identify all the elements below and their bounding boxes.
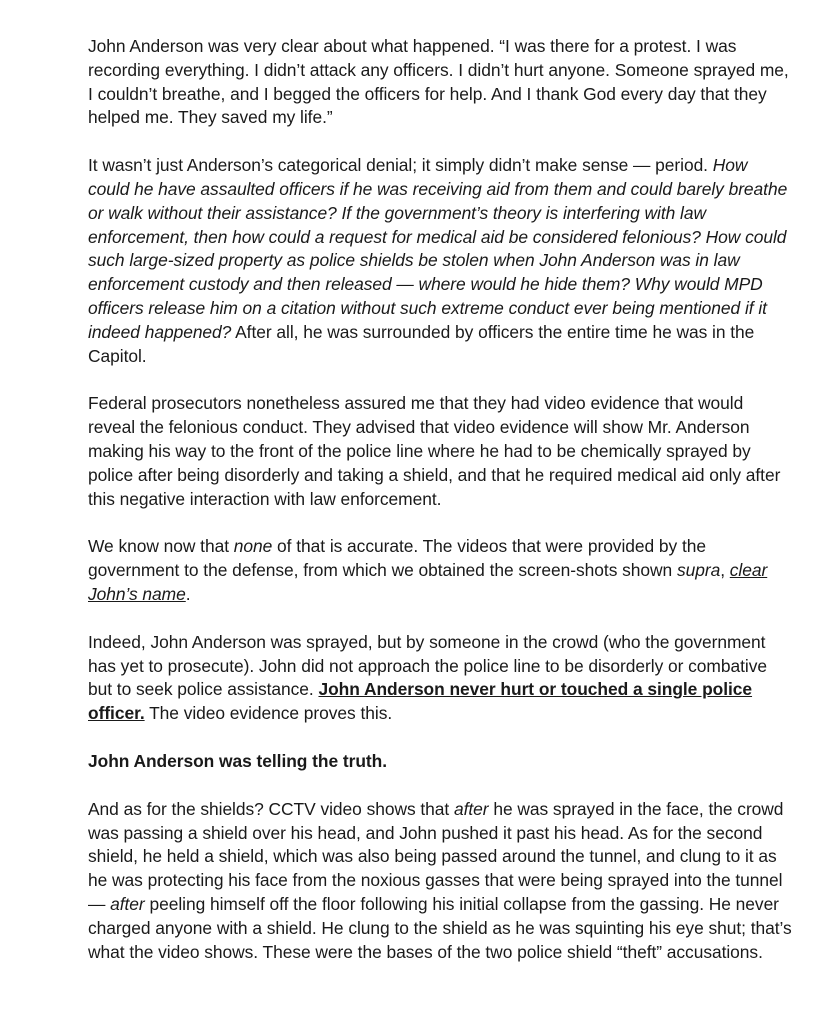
italic-questions: How could he have assaulted officers if he was receiving aid from them and could barely breathe or walk without their assistance? If the government’s theory is interfering with law enforcement, then how could a request for medical aid be considered felonious? How could such large-sized property as police shields be stolen when John Anderson was in law enforcement custody and then released — where would he hide them? Why would MPD officers release him on a citation without such extreme conduct ever being mentioned if it indeed happened?: [88, 155, 788, 342]
italic-none: none: [233, 536, 273, 557]
text-segment: After all, he was surrounded by officers the entire time he was in the Capitol.: [88, 321, 755, 366]
paragraph-denial: [88, 154, 793, 368]
text-segment: It wasn’t just Anderson’s categorical denial; it simply didn’t make sense — period.: [88, 155, 713, 176]
paragraph-anderson-statement: [88, 35, 793, 130]
underlined-clear-name: clear John’s name: [88, 560, 768, 604]
document-body: [88, 35, 793, 988]
text-segment: And as for the shields? CCTV video shows that: [88, 798, 454, 819]
text-segment: peeling himself off the floor following his initial collapse from the gassing. He never charged anyone with a shield. He clung to the shield as he was squinting his eye shut; that’s what the video shows. These were the bases of the two police shield “theft” accusations.: [88, 893, 792, 962]
text-segment: Federal prosecutors nonetheless assured me that they had video evidence that would reveal the felonious conduct. They advised that video evidence will show Mr. Anderson making his way to the front of the police line where he had to be chemically sprayed by police after being disorderly and taking a shield, and that he required medical aid only after this negative interaction with law enforcement.: [88, 393, 781, 509]
italic-after: after: [454, 798, 489, 819]
paragraph-sprayed: [88, 631, 793, 726]
bold-underlined-statement: John Anderson never hurt or touched a single police officer.: [88, 679, 753, 724]
paragraph-truth: [88, 750, 793, 774]
text-segment: of that is accurate. The videos that were provided by the government to the defense, from which we obtained the screen-shots shown: [88, 536, 706, 581]
paragraph-not-accurate: [88, 535, 793, 606]
italic-after: after: [110, 893, 145, 914]
italic-supra: supra: [676, 560, 721, 581]
text-segment: .: [185, 583, 191, 604]
paragraph-shields: [88, 798, 793, 965]
text-segment: The video evidence proves this.: [144, 703, 393, 724]
text-segment: John Anderson was very clear about what happened. “I was there for a protest. I was recording everything. I didn’t attack any officers. I didn’t hurt anyone. Someone sprayed me, I couldn’t breathe, and I begged the officers for help. And I thank God every day that they helped me. They saved my life.”: [88, 36, 789, 128]
text-segment: We know now that: [88, 536, 234, 557]
paragraph-prosecutors: [88, 392, 793, 511]
bold-truth-statement: John Anderson was telling the truth.: [88, 750, 388, 771]
text-segment: Indeed, John Anderson was sprayed, but by someone in the crowd (who the government has yet to prosecute). John did not approach the police line to be disorderly or combative but to seek police assistance.: [88, 631, 767, 700]
text-segment: he was sprayed in the face, the crowd was passing a shield over his head, and John pushed it past his head. As for the second shield, he held a shield, which was also being passed around the tunnel, and clung to it as he was protecting his face from the noxious gasses that were being sprayed into the tunnel —: [88, 798, 784, 914]
text-segment: ,: [720, 560, 730, 581]
